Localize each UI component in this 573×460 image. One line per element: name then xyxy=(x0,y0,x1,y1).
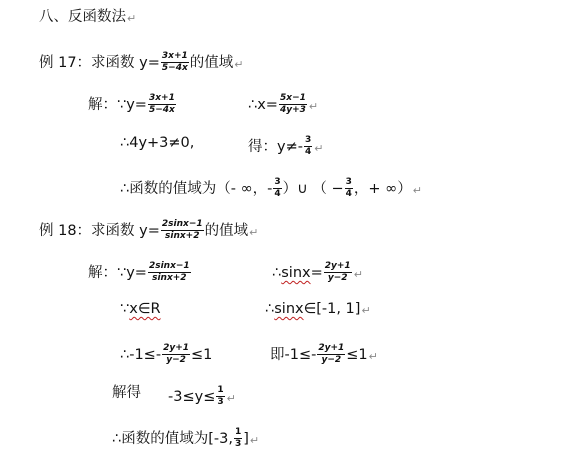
ex18-range-line xyxy=(112,428,259,450)
x-in-r-spellcheck: x∈R xyxy=(129,301,161,317)
therefore-symbol: ∴ xyxy=(272,264,282,281)
numerator: 2sinx−1 xyxy=(148,262,191,273)
fraction xyxy=(324,262,352,284)
range-text-end: ] xyxy=(243,430,249,447)
ex18-title-fraction xyxy=(161,220,204,242)
ex17-solution-line1-right xyxy=(248,94,318,116)
numerator: 3 xyxy=(304,136,312,147)
denominator: y−2 xyxy=(321,355,342,366)
paragraph-mark-icon: ↵ xyxy=(249,433,260,447)
ex18-line2-right xyxy=(265,302,371,317)
inequality-end: ≤1 xyxy=(191,346,213,363)
result-text: 得：y≠- xyxy=(248,138,303,155)
solution-label: 解：∵y= xyxy=(88,96,147,113)
numerator: 1 xyxy=(234,428,242,439)
numerator: 2sinx−1 xyxy=(161,220,204,231)
range-text-union: ）∪ （ − xyxy=(282,180,344,197)
denominator: 4 xyxy=(274,189,281,200)
numerator: 1 xyxy=(216,386,224,397)
numerator: 5x−1 xyxy=(279,94,307,105)
fraction xyxy=(148,94,176,116)
example-18-title xyxy=(39,220,258,242)
paragraph-mark-icon: ↵ xyxy=(412,183,422,197)
inequality-end: ≤1 xyxy=(346,346,368,363)
ex17-range-line xyxy=(120,178,422,200)
ex17-line2-left xyxy=(120,136,194,151)
ex17-title-fraction xyxy=(161,52,189,74)
paragraph-mark-icon: ↵ xyxy=(249,225,259,239)
range-text: ∴函数的值域为[-3, xyxy=(112,430,233,447)
fraction xyxy=(304,136,312,158)
ex18-line3-left xyxy=(120,344,212,366)
condition-text: ∴4y+3≠0, xyxy=(120,135,195,151)
ex18-line4-result xyxy=(168,386,236,408)
section-title: 八、反函数法 xyxy=(39,9,126,25)
fraction xyxy=(273,178,281,200)
numerator: 3x+1 xyxy=(161,52,189,63)
sinx-spellcheck: sinx xyxy=(274,301,304,317)
paragraph-mark-icon: ↵ xyxy=(361,304,371,317)
inequality-text: 即-1≤- xyxy=(270,346,317,363)
therefore-symbol: ∴ xyxy=(265,301,275,317)
ex18-title-suffix: 的值域 xyxy=(204,222,249,239)
denominator: y−2 xyxy=(166,355,186,366)
ex17-title-text: 例 17：求函数 y= xyxy=(39,54,160,71)
fraction xyxy=(162,344,190,366)
fraction xyxy=(216,386,224,408)
because-symbol: ∵ xyxy=(120,301,130,317)
denominator: 4 xyxy=(304,147,312,158)
result-text: -3≤y≤ xyxy=(168,388,216,405)
ex18-solution-line1-left xyxy=(88,262,192,284)
denominator: 5−4x xyxy=(161,63,188,74)
denominator: y−2 xyxy=(327,273,348,284)
sinx-spellcheck: sinx xyxy=(281,264,311,281)
paragraph-mark-icon: ↵ xyxy=(314,141,324,155)
example-17-title xyxy=(39,52,244,74)
range-text: ∴函数的值域为（- ∞，- xyxy=(120,180,273,197)
paragraph-mark-icon: ↵ xyxy=(226,391,236,405)
solve-label: 解得 xyxy=(112,385,141,401)
ex18-line3-right xyxy=(270,344,378,366)
denominator: 3 xyxy=(217,397,224,408)
range-text-end: ，+ ∞） xyxy=(353,180,412,197)
ex17-line2-right xyxy=(248,136,323,158)
section-heading xyxy=(39,10,136,25)
ex17-solution-line1-left xyxy=(88,94,177,116)
paragraph-mark-icon: ↵ xyxy=(234,57,244,71)
inequality-text: ∴-1≤- xyxy=(120,346,162,363)
ex18-solution-line1-right xyxy=(272,262,363,284)
equals: = xyxy=(310,264,323,281)
denominator: 4y+3 xyxy=(279,105,306,116)
numerator: 3x+1 xyxy=(148,94,176,105)
paragraph-mark-icon: ↵ xyxy=(127,12,137,25)
ex17-title-suffix: 的值域 xyxy=(189,54,234,71)
denominator: sinx+2 xyxy=(165,231,200,242)
ex18-title-text: 例 18：求函数 y= xyxy=(39,222,160,239)
numerator: 2y+1 xyxy=(317,344,345,355)
denominator: sinx+2 xyxy=(152,273,187,284)
denominator: 4 xyxy=(345,189,352,200)
paragraph-mark-icon: ↵ xyxy=(368,349,378,363)
denominator: 5−4x xyxy=(148,105,175,116)
ex18-line2-left xyxy=(120,302,161,317)
fraction xyxy=(148,262,191,284)
numerator: 3 xyxy=(345,178,353,189)
fraction xyxy=(345,178,353,200)
numerator: 3 xyxy=(273,178,281,189)
numerator: 2y+1 xyxy=(324,262,352,273)
numerator: 2y+1 xyxy=(162,344,190,355)
therefore-x: ∴x= xyxy=(248,96,278,113)
fraction xyxy=(317,344,345,366)
ex18-line4-label xyxy=(112,386,141,401)
interval-text: ∈[-1, 1] xyxy=(303,301,361,317)
fraction xyxy=(279,94,307,116)
paragraph-mark-icon: ↵ xyxy=(353,267,363,281)
fraction xyxy=(234,428,242,450)
denominator: 3 xyxy=(234,439,242,450)
paragraph-mark-icon: ↵ xyxy=(308,99,319,113)
solution-label: 解：∵y= xyxy=(88,264,147,281)
